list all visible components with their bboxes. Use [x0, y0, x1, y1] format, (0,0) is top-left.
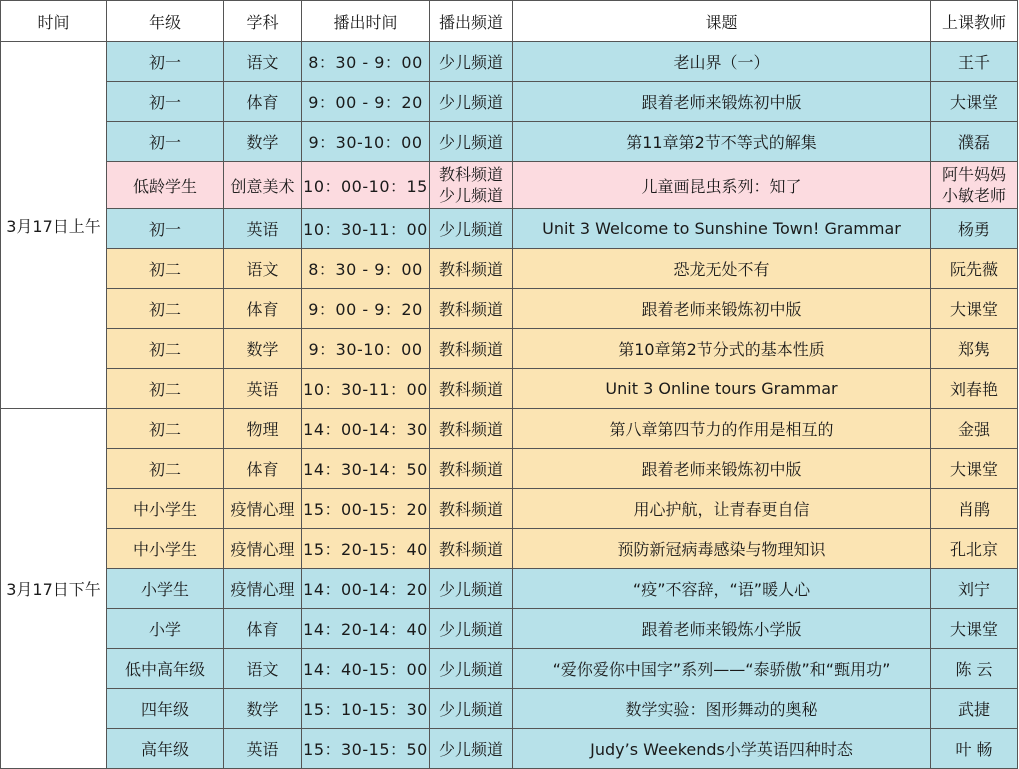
header-time: 时间	[1, 1, 107, 42]
grade-cell: 初二	[107, 449, 224, 489]
channel-cell	[430, 289, 513, 329]
broadcast-time-cell: 9：00 - 9：20	[302, 82, 430, 122]
channel-name: 少儿频道	[438, 186, 503, 205]
broadcast-time-cell: 10：30-11：00	[302, 369, 430, 409]
broadcast-time-cell: 14：30-14：50	[302, 449, 430, 489]
broadcast-time-cell: 14：20-14：40	[302, 609, 430, 649]
teacher-cell	[931, 569, 1018, 609]
broadcast-time-cell: 15：30-15：50	[302, 729, 430, 769]
table-row	[1, 289, 1018, 329]
grade-cell: 小学	[107, 609, 224, 649]
teacher-name: 郑隽	[957, 340, 990, 359]
subject-cell: 英语	[224, 729, 302, 769]
table-row	[1, 249, 1018, 289]
topic-cell: Judy’s Weekends小学英语四种时态	[513, 729, 931, 769]
broadcast-time-cell: 9：30-10：00	[302, 122, 430, 162]
grade-cell: 初一	[107, 82, 224, 122]
channel-cell	[430, 409, 513, 449]
teacher-name: 大课堂	[949, 93, 998, 112]
channel-name: 教科频道	[438, 420, 503, 439]
broadcast-time-cell: 15：10-15：30	[302, 689, 430, 729]
topic-cell: 第11章第2节不等式的解集	[513, 122, 931, 162]
channel-name: 少儿频道	[438, 660, 503, 679]
broadcast-time-cell: 9：30-10：00	[302, 329, 430, 369]
teacher-cell	[931, 649, 1018, 689]
topic-cell: “疫”不容辞，“语”暖人心	[513, 569, 931, 609]
subject-cell: 疫情心理	[224, 569, 302, 609]
channel-cell	[430, 122, 513, 162]
subject-cell: 疫情心理	[224, 529, 302, 569]
teacher-name: 大课堂	[949, 620, 998, 639]
table-row	[1, 649, 1018, 689]
grade-cell: 低龄学生	[107, 162, 224, 209]
table-row	[1, 369, 1018, 409]
teacher-name: 大课堂	[949, 460, 998, 479]
channel-name: 教科频道	[438, 260, 503, 279]
subject-cell: 英语	[224, 209, 302, 249]
header-broadcast-time: 播出时间	[302, 1, 430, 42]
grade-cell: 中小学生	[107, 489, 224, 529]
header-channel: 播出频道	[430, 1, 513, 42]
broadcast-time-cell: 10：00-10：15	[302, 162, 430, 209]
broadcast-time-cell: 9：00 - 9：20	[302, 289, 430, 329]
session-label: 3月17日下午	[1, 409, 107, 769]
grade-cell: 初一	[107, 209, 224, 249]
channel-cell	[430, 729, 513, 769]
grade-cell: 初二	[107, 329, 224, 369]
table-row	[1, 729, 1018, 769]
subject-cell: 数学	[224, 122, 302, 162]
teacher-name: 小敏老师	[941, 186, 1006, 205]
topic-cell: 老山界（一）	[513, 42, 931, 82]
channel-name: 教科频道	[438, 165, 503, 184]
header-row	[1, 1, 1018, 42]
subject-cell: 创意美术	[224, 162, 302, 209]
broadcast-time-cell: 8：30 - 9：00	[302, 42, 430, 82]
grade-cell: 初二	[107, 369, 224, 409]
teacher-cell	[931, 609, 1018, 649]
teacher-cell	[931, 449, 1018, 489]
channel-cell	[430, 329, 513, 369]
grade-cell: 四年级	[107, 689, 224, 729]
grade-cell: 初二	[107, 249, 224, 289]
channel-name: 教科频道	[438, 460, 503, 479]
table-row	[1, 609, 1018, 649]
teacher-cell	[931, 409, 1018, 449]
channel-name: 教科频道	[438, 340, 503, 359]
teacher-cell	[931, 82, 1018, 122]
teacher-name: 濮磊	[957, 133, 990, 152]
teacher-cell	[931, 329, 1018, 369]
channel-cell	[430, 569, 513, 609]
table-row	[1, 449, 1018, 489]
topic-cell: Unit 3 Welcome to Sunshine Town! Grammar	[513, 209, 931, 249]
teacher-name: 大课堂	[949, 300, 998, 319]
channel-cell	[430, 249, 513, 289]
teacher-cell	[931, 42, 1018, 82]
table-row	[1, 409, 1018, 449]
table-row	[1, 82, 1018, 122]
teacher-cell	[931, 249, 1018, 289]
channel-cell	[430, 649, 513, 689]
channel-cell	[430, 42, 513, 82]
topic-cell: 用心护航，让青春更自信	[513, 489, 931, 529]
table-row	[1, 42, 1018, 82]
channel-name: 教科频道	[438, 380, 503, 399]
topic-cell: 恐龙无处不有	[513, 249, 931, 289]
grade-cell: 中小学生	[107, 529, 224, 569]
channel-name: 少儿频道	[438, 93, 503, 112]
broadcast-time-cell: 14：00-14：30	[302, 409, 430, 449]
topic-cell: 儿童画昆虫系列：知了	[513, 162, 931, 209]
channel-name: 少儿频道	[438, 53, 503, 72]
teacher-name: 杨勇	[957, 220, 990, 239]
topic-cell: 第10章第2节分式的基本性质	[513, 329, 931, 369]
topic-cell: 跟着老师来锻炼初中版	[513, 449, 931, 489]
channel-cell	[430, 489, 513, 529]
broadcast-time-cell: 10：30-11：00	[302, 209, 430, 249]
topic-cell: 预防新冠病毒感染与物理知识	[513, 529, 931, 569]
table-row	[1, 162, 1018, 209]
teacher-name: 武捷	[957, 700, 990, 719]
channel-cell	[430, 449, 513, 489]
topic-cell: 跟着老师来锻炼初中版	[513, 82, 931, 122]
subject-cell: 体育	[224, 609, 302, 649]
grade-cell: 小学生	[107, 569, 224, 609]
schedule-body	[1, 42, 1018, 769]
teacher-cell	[931, 209, 1018, 249]
broadcast-time-cell: 8：30 - 9：00	[302, 249, 430, 289]
topic-cell: 第八章第四节力的作用是相互的	[513, 409, 931, 449]
table-row	[1, 122, 1018, 162]
teacher-cell	[931, 122, 1018, 162]
teacher-name: 金强	[957, 420, 990, 439]
topic-cell: 数学实验：图形舞动的奥秘	[513, 689, 931, 729]
channel-name: 少儿频道	[438, 740, 503, 759]
subject-cell: 语文	[224, 42, 302, 82]
broadcast-time-cell: 14：00-14：20	[302, 569, 430, 609]
channel-cell	[430, 162, 513, 209]
teacher-name: 叶 畅	[955, 740, 993, 759]
subject-cell: 疫情心理	[224, 489, 302, 529]
teacher-cell	[931, 529, 1018, 569]
channel-name: 少儿频道	[438, 620, 503, 639]
channel-name: 少儿频道	[438, 700, 503, 719]
subject-cell: 语文	[224, 649, 302, 689]
table-row	[1, 689, 1018, 729]
topic-cell: 跟着老师来锻炼小学版	[513, 609, 931, 649]
teacher-name: 孔北京	[949, 540, 998, 559]
session-label: 3月17日上午	[1, 42, 107, 409]
topic-cell: Unit 3 Online tours Grammar	[513, 369, 931, 409]
table-row	[1, 569, 1018, 609]
teacher-name: 陈 云	[955, 660, 993, 679]
table-row	[1, 529, 1018, 569]
subject-cell: 体育	[224, 289, 302, 329]
teacher-name: 刘宁	[957, 580, 990, 599]
subject-cell: 数学	[224, 329, 302, 369]
table-row	[1, 489, 1018, 529]
teacher-cell	[931, 162, 1018, 209]
header-grade: 年级	[107, 1, 224, 42]
table-row	[1, 209, 1018, 249]
header-subject: 学科	[224, 1, 302, 42]
grade-cell: 初二	[107, 289, 224, 329]
teacher-name: 阮先薇	[949, 260, 998, 279]
broadcast-time-cell: 15：20-15：40	[302, 529, 430, 569]
teacher-cell	[931, 489, 1018, 529]
grade-cell: 初一	[107, 42, 224, 82]
header-topic: 课题	[513, 1, 931, 42]
subject-cell: 体育	[224, 82, 302, 122]
teacher-cell	[931, 369, 1018, 409]
subject-cell: 物理	[224, 409, 302, 449]
header-teacher: 上课教师	[931, 1, 1018, 42]
teacher-name: 肖鹃	[957, 500, 990, 519]
table-row	[1, 329, 1018, 369]
channel-name: 教科频道	[438, 500, 503, 519]
channel-name: 少儿频道	[438, 133, 503, 152]
topic-cell: “爱你爱你中国字”系列——“泰骄傲”和“甄用功”	[513, 649, 931, 689]
grade-cell: 低中高年级	[107, 649, 224, 689]
broadcast-time-cell: 14：40-15：00	[302, 649, 430, 689]
teacher-name: 王千	[957, 53, 990, 72]
grade-cell: 初一	[107, 122, 224, 162]
channel-cell	[430, 369, 513, 409]
teacher-cell	[931, 689, 1018, 729]
broadcast-time-cell: 15：00-15：20	[302, 489, 430, 529]
teacher-name: 刘春艳	[949, 380, 998, 399]
teacher-cell	[931, 289, 1018, 329]
grade-cell: 初二	[107, 409, 224, 449]
subject-cell: 数学	[224, 689, 302, 729]
subject-cell: 体育	[224, 449, 302, 489]
channel-name: 教科频道	[438, 540, 503, 559]
subject-cell: 语文	[224, 249, 302, 289]
topic-cell: 跟着老师来锻炼初中版	[513, 289, 931, 329]
channel-name: 少儿频道	[438, 220, 503, 239]
channel-name: 少儿频道	[438, 580, 503, 599]
teacher-name: 阿牛妈妈	[941, 165, 1006, 184]
grade-cell: 高年级	[107, 729, 224, 769]
channel-cell	[430, 209, 513, 249]
channel-cell	[430, 529, 513, 569]
channel-cell	[430, 689, 513, 729]
subject-cell: 英语	[224, 369, 302, 409]
channel-cell	[430, 82, 513, 122]
channel-cell	[430, 609, 513, 649]
channel-name: 教科频道	[438, 300, 503, 319]
teacher-cell	[931, 729, 1018, 769]
